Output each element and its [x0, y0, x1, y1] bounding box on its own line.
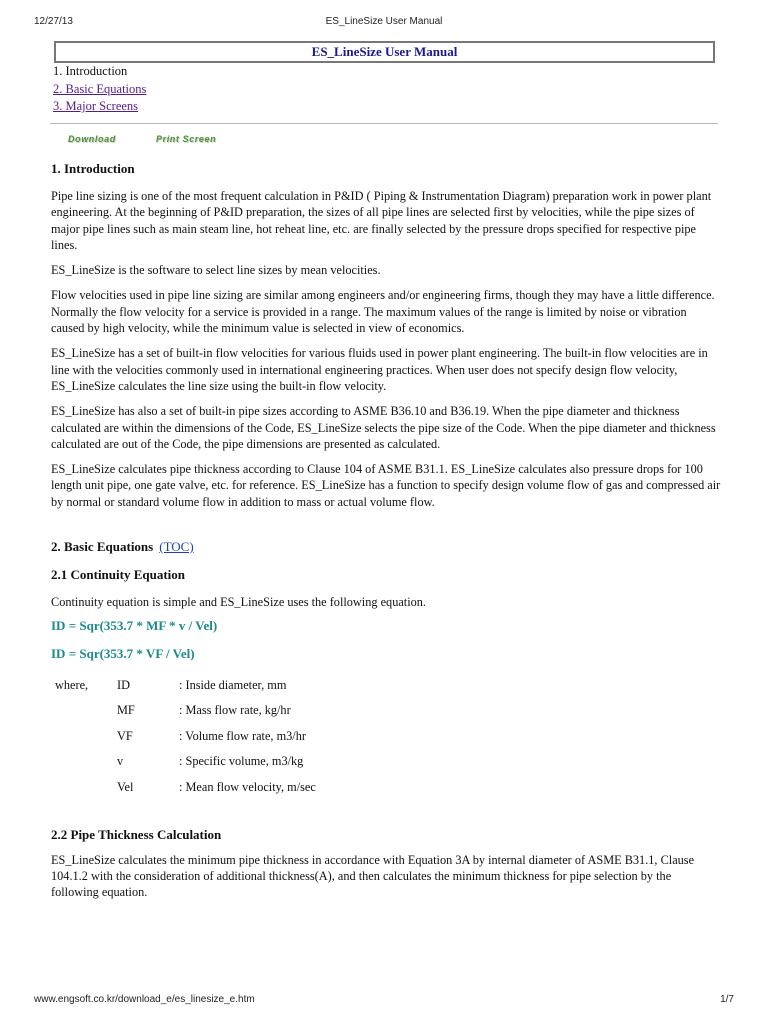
- equation-mass-flow: ID = Sqr(353.7 * MF * v / Vel): [51, 618, 218, 634]
- main-content: [51, 158, 721, 910]
- var-description: : Specific volume, m3/kg: [179, 754, 304, 769]
- var-description: : Volume flow rate, m3/hr: [179, 728, 306, 743]
- print-screen-button[interactable]: Print Screen: [156, 134, 217, 144]
- intro-paragraph: ES_LineSize has a set of built-in flow velocities for various fluids used in power plant engineering. The built-in flow velocities are in line with the velocities commonly used in international engineering practices. When user does not specify design flow velocity, ES_LineSize calculates the line size using the built-in flow velocity.: [51, 346, 708, 393]
- variable-definitions: [55, 672, 316, 800]
- var-symbol: v: [117, 754, 124, 769]
- table-row: [55, 723, 316, 749]
- intro-paragraph: Flow velocities used in pipe line sizing are similar among engineers and/or engineering firms, though they may have a little difference. Normally the flow velocity for a service is provided in a range. The maximum values of the range is limited by noise or vibration caused by high velocity, while the minimum value is selected in view of economics.: [51, 288, 715, 336]
- table-row: [55, 672, 316, 698]
- var-symbol: MF: [117, 703, 135, 718]
- section-heading-basic-equations: [51, 536, 721, 558]
- print-date: 12/27/13: [34, 16, 73, 27]
- table-row: [55, 749, 316, 775]
- equation-volume-flow: ID = Sqr(353.7 * VF / Vel): [51, 646, 195, 662]
- intro-paragraph: Pipe line sizing is one of the most frequent calculation in P&ID ( Piping & Instrumentation Diagram) preparation work in power plant engineering. At the beginning of P&ID preparation, the sizes of all pipe lines are selected first by velocities, while the pipe sizes of major pipe lines such as main steam line, hot reheat line, etc. are finally selected by the pressure drops specified for respective pipe lines.: [51, 189, 712, 252]
- table-row: [55, 774, 316, 800]
- intro-paragraph: ES_LineSize has also a set of built-in pipe sizes according to ASME B36.10 and B36.19. When the pipe diameter and thickness calculated are within the dimensions of the Code, ES_LineSize selects the pipe size of the Code. When the pipe diameter and thickness calculated are out of the Code, the pipe dimensions are presented as calculated.: [51, 404, 716, 451]
- print-url: www.engsoft.co.kr/download_e/es_linesize_e.htm: [34, 994, 255, 1005]
- var-description: : Mass flow rate, kg/hr: [179, 703, 291, 718]
- page-number: 1/7: [720, 994, 734, 1005]
- print-header: [0, 16, 768, 30]
- continuity-text: Continuity equation is simple and ES_LineSize uses the following equation.: [51, 595, 427, 610]
- toc-link-basic-equations[interactable]: 2. Basic Equations: [53, 81, 147, 96]
- intro-paragraph: ES_LineSize calculates pipe thickness according to Clause 104 of ASME B31.1. ES_LineSize calculates also pressure drops for 100 length unit pipe, one gate valve, etc. for reference. ES_LineSize has a function to specify design volume flow of gas and compressed air by normal or standard volume flow in addition to mass or actual volume flow.: [51, 462, 721, 509]
- table-of-contents: [53, 63, 146, 116]
- document-title: ES_LineSize User Manual: [54, 41, 715, 63]
- intro-paragraph: ES_LineSize is the software to select line sizes by mean velocities.: [51, 263, 381, 278]
- thickness-text: ES_LineSize calculates the minimum pipe thickness in accordance with Equation 3A by internal diameter of ASME B31.1, Clause 104.1.2 with the consideration of additional thickness(A), and then calculates the minimum thickness for pipe selection by the following equation.: [51, 852, 695, 900]
- divider: [50, 123, 718, 124]
- download-button[interactable]: Download: [68, 134, 116, 144]
- var-symbol: VF: [117, 728, 133, 743]
- var-symbol: ID: [117, 677, 130, 692]
- toc-link-major-screens[interactable]: 3. Major Screens: [53, 99, 139, 113]
- var-description: : Inside diameter, mm: [179, 677, 287, 692]
- subsection-heading-continuity: 2.1 Continuity Equation: [51, 567, 186, 583]
- table-row: [55, 698, 316, 724]
- section-heading-introduction: 1. Introduction: [51, 161, 135, 176]
- print-footer: [0, 994, 768, 1008]
- var-description: : Mean flow velocity, m/sec: [179, 779, 316, 794]
- print-title: ES_LineSize User Manual: [325, 16, 443, 27]
- subsection-heading-pipe-thickness: 2.2 Pipe Thickness Calculation: [51, 826, 222, 842]
- toc-item-introduction: 1. Introduction: [53, 64, 128, 78]
- var-symbol: Vel: [117, 779, 134, 794]
- basic-equations-title: 2. Basic Equations: [51, 539, 154, 555]
- where-label: where,: [55, 677, 89, 692]
- toc-back-link[interactable]: (TOC): [159, 539, 194, 555]
